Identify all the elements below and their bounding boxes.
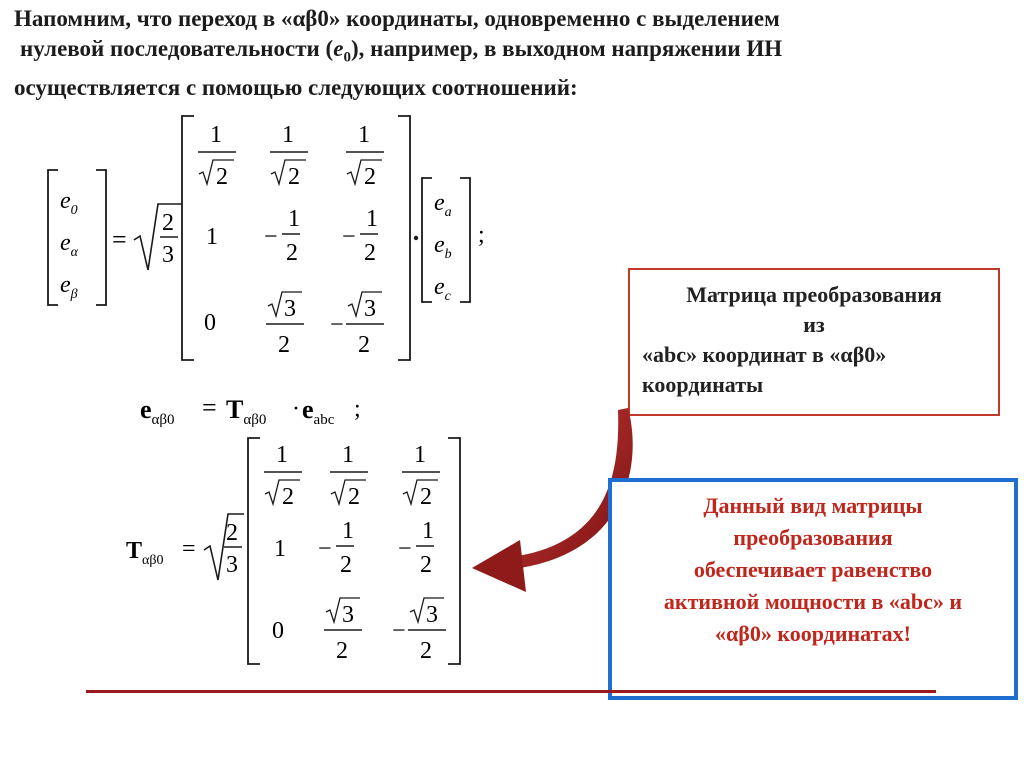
svg-text:2: 2	[216, 164, 228, 190]
svg-text:1: 1	[206, 224, 218, 250]
svg-text:2: 2	[420, 638, 432, 664]
svg-text:=: =	[202, 393, 217, 422]
heading-line-3: осуществляется с помощью следующих соотношений:	[14, 74, 578, 100]
svg-text:Tαβ0: $T_{\alpha\beta 0}$	[126, 538, 164, 568]
svg-text:0: 0	[204, 310, 216, 336]
svg-text:−: −	[318, 536, 332, 562]
svg-text:1: 1	[342, 518, 354, 544]
svg-text:1: 1	[358, 122, 370, 148]
matrix-row-2	[206, 206, 378, 266]
svg-text:2: 2	[288, 164, 300, 190]
svg-text:2: 2	[358, 332, 370, 358]
svg-text:1: 1	[414, 442, 426, 468]
transform-matrix-note	[628, 268, 1000, 416]
svg-text:1: 1	[288, 206, 300, 232]
svg-text:eabc: $e_{abc}$	[302, 395, 335, 428]
svg-text:2: 2	[348, 484, 360, 510]
svg-text:2: 2	[340, 552, 352, 578]
svg-text:1: 1	[276, 442, 288, 468]
right-vec-ec: $e_c$	[434, 274, 451, 304]
svg-text:1: 1	[282, 122, 294, 148]
heading-line-1: Напомним, что переход в «αβ0» координаты, одновременно с выделением	[14, 6, 780, 31]
svg-text:·: ·	[292, 396, 300, 422]
heading	[14, 4, 1014, 103]
left-vec-ealpha: $e_\alpha$	[60, 230, 79, 260]
svg-text:−: −	[264, 224, 278, 250]
svg-text:−: −	[330, 312, 344, 338]
svg-text:2: 2	[420, 484, 432, 510]
right-vector	[422, 178, 470, 302]
equation-transform-full	[0, 110, 520, 370]
matrix-row-1	[198, 122, 384, 190]
left-vec-ebeta: $e_\beta$	[60, 272, 78, 302]
svg-text:0: 0	[272, 618, 284, 644]
equation-T-matrix	[120, 432, 500, 672]
svg-text:2: 2	[364, 240, 376, 266]
left-vec-e0: $e_0$	[60, 188, 78, 218]
heading-line-2: нулевой последовательности $(e_0)$, например, в выходном напряжении ИН	[20, 36, 783, 66]
blue-box-line-3: обеспечивает равенство	[693, 557, 933, 582]
svg-text:2: 2	[364, 164, 376, 190]
divider-line	[86, 690, 936, 693]
svg-text:=: =	[182, 536, 196, 562]
blue-box-line-5: «αβ0» координатах!	[714, 621, 911, 646]
svg-text:2: 2	[278, 332, 290, 358]
red-box-line-1: Матрица преобразования	[686, 282, 942, 307]
red-box-line-2: из	[803, 312, 825, 337]
svg-text:;: ;	[354, 396, 361, 422]
svg-text:3: 3	[426, 602, 438, 628]
svg-text:1: 1	[342, 442, 354, 468]
blue-box-line-2: преобразования	[733, 525, 893, 550]
svg-text:3: 3	[284, 296, 296, 322]
left-vector	[48, 170, 106, 305]
equals-sign: =	[112, 225, 127, 254]
svg-text:−: −	[392, 618, 406, 644]
svg-text:1: 1	[274, 536, 286, 562]
right-vec-eb: $e_b$	[434, 232, 452, 262]
svg-text:3: 3	[342, 602, 354, 628]
svg-text:−: −	[398, 536, 412, 562]
svg-text:2: 2	[282, 484, 294, 510]
svg-text:3: 3	[364, 296, 376, 322]
svg-text:−: −	[342, 224, 356, 250]
right-vec-ea: $e_a$	[434, 190, 452, 220]
matrix-row-3	[204, 292, 384, 358]
svg-text:eαβ0: $e_{\alpha\beta 0}$	[140, 395, 175, 428]
blue-box-line-1: Данный вид матрицы	[703, 493, 923, 518]
svg-text:1: 1	[366, 206, 378, 232]
coef-den: 3	[162, 242, 174, 268]
svg-text:Tαβ0: $T_{\alpha\beta 0}$	[226, 395, 267, 428]
svg-text:1: 1	[422, 518, 434, 544]
svg-text:2: 2	[420, 552, 432, 578]
semicolon: ;	[478, 222, 485, 248]
equation-compact	[140, 386, 380, 432]
blue-box-line-4: активной мощности в «abc» и	[663, 589, 963, 614]
svg-text:2: 2	[226, 520, 238, 546]
red-box-line-4: координаты	[642, 372, 764, 397]
svg-text:3: 3	[226, 552, 238, 578]
multiply-dot	[414, 236, 418, 240]
svg-text:1: 1	[210, 122, 222, 148]
power-equality-note	[608, 478, 1018, 700]
svg-text:2: 2	[336, 638, 348, 664]
coef-num: 2	[162, 210, 174, 236]
red-box-line-3: «abc» координат в «αβ0»	[642, 342, 887, 367]
svg-text:2: 2	[286, 240, 298, 266]
